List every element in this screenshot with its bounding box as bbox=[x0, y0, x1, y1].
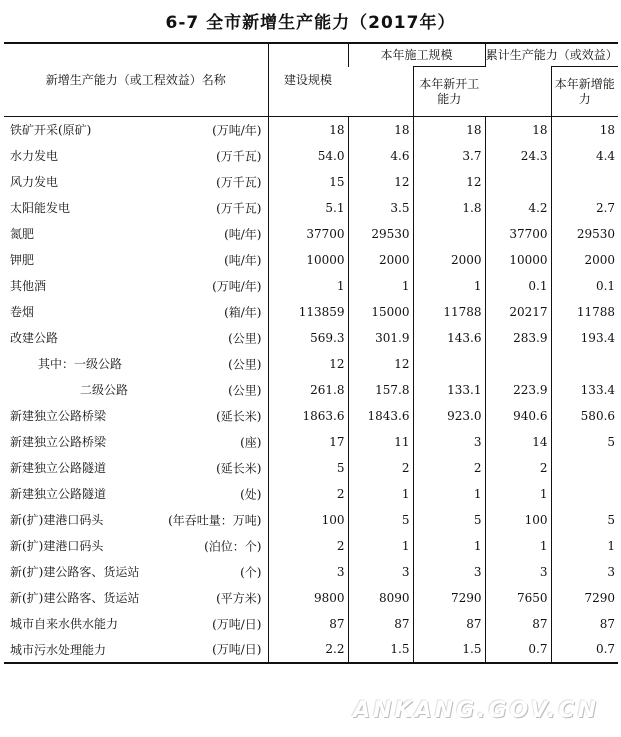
value-cell: 5 bbox=[551, 429, 618, 455]
row-name: 新建独立公路隧道 bbox=[10, 461, 107, 475]
value-cell: 133.1 bbox=[413, 377, 485, 403]
row-unit: (万千瓦) bbox=[216, 175, 262, 189]
value-cell bbox=[551, 455, 618, 481]
value-cell: 1 bbox=[268, 273, 348, 299]
value-cell: 15 bbox=[268, 169, 348, 195]
row-unit: (个) bbox=[240, 565, 262, 579]
value-cell: 4.2 bbox=[485, 195, 551, 221]
value-cell: 7650 bbox=[485, 585, 551, 611]
value-cell: 940.6 bbox=[485, 403, 551, 429]
value-cell: 18 bbox=[551, 117, 618, 143]
value-cell: 37700 bbox=[485, 221, 551, 247]
row-name: 新(扩)建港口码头 bbox=[10, 513, 104, 527]
row-name: 其中：一级公路 bbox=[38, 357, 123, 371]
value-cell bbox=[551, 481, 618, 507]
value-cell: 5 bbox=[551, 507, 618, 533]
header-scale: 建设规模 bbox=[268, 43, 348, 117]
value-cell: 3 bbox=[485, 559, 551, 585]
value-cell: 1843.6 bbox=[348, 403, 413, 429]
value-cell: 301.9 bbox=[348, 325, 413, 351]
table-row bbox=[4, 195, 618, 221]
header-new-added: 本年新增能力 bbox=[551, 67, 618, 117]
table-row bbox=[4, 611, 618, 637]
value-cell: 18 bbox=[348, 117, 413, 143]
value-cell: 17 bbox=[268, 429, 348, 455]
value-cell: 12 bbox=[268, 351, 348, 377]
row-label bbox=[4, 195, 268, 221]
value-cell: 1 bbox=[485, 481, 551, 507]
value-cell: 10000 bbox=[268, 247, 348, 273]
row-unit: (万吨/年) bbox=[212, 123, 262, 138]
row-label bbox=[4, 143, 268, 169]
row-name: 风力发电 bbox=[10, 175, 59, 189]
table-row bbox=[4, 273, 618, 299]
row-unit: (万吨/日) bbox=[212, 617, 262, 631]
table-row bbox=[4, 299, 618, 325]
value-cell: 3 bbox=[551, 559, 618, 585]
row-label bbox=[4, 481, 268, 507]
header-name: 新增生产能力（或工程效益）名称 bbox=[45, 72, 226, 87]
row-label bbox=[4, 299, 268, 325]
row-unit: (处) bbox=[240, 487, 262, 501]
value-cell: 0.1 bbox=[485, 273, 551, 299]
row-label bbox=[4, 611, 268, 637]
value-cell: 1.8 bbox=[413, 195, 485, 221]
value-cell: 87 bbox=[551, 611, 618, 637]
value-cell: 7290 bbox=[551, 585, 618, 611]
value-cell: 8090 bbox=[348, 585, 413, 611]
row-label bbox=[4, 533, 268, 559]
row-unit: (公里) bbox=[228, 383, 262, 397]
value-cell: 54.0 bbox=[268, 143, 348, 169]
row-name: 新(扩)建港口码头 bbox=[10, 539, 104, 553]
row-name: 新建独立公路桥梁 bbox=[10, 409, 107, 423]
value-cell: 87 bbox=[413, 611, 485, 637]
value-cell: 29530 bbox=[551, 221, 618, 247]
value-cell: 5 bbox=[348, 507, 413, 533]
table-row bbox=[4, 247, 618, 273]
value-cell: 133.4 bbox=[551, 377, 618, 403]
row-unit: (万吨/日) bbox=[212, 642, 262, 657]
row-name: 氮肥 bbox=[10, 227, 35, 241]
value-cell: 20217 bbox=[485, 299, 551, 325]
row-unit: (年吞吐量：万吨) bbox=[168, 513, 262, 527]
table-row bbox=[4, 325, 618, 351]
value-cell: 11788 bbox=[551, 299, 618, 325]
row-label bbox=[4, 455, 268, 481]
page-title: 6-7 全市新增生产能力（2017年） bbox=[165, 13, 456, 33]
value-cell: 10000 bbox=[485, 247, 551, 273]
value-cell: 14 bbox=[485, 429, 551, 455]
value-cell: 2 bbox=[485, 455, 551, 481]
value-cell: 5 bbox=[413, 507, 485, 533]
value-cell: 1 bbox=[413, 273, 485, 299]
value-cell: 3.5 bbox=[348, 195, 413, 221]
value-cell: 1863.6 bbox=[268, 403, 348, 429]
row-unit: (公里) bbox=[228, 357, 262, 371]
value-cell: 87 bbox=[485, 611, 551, 637]
value-cell: 1.5 bbox=[348, 637, 413, 663]
row-label bbox=[4, 507, 268, 533]
value-cell bbox=[413, 221, 485, 247]
table-row bbox=[4, 585, 618, 611]
value-cell: 100 bbox=[268, 507, 348, 533]
value-cell: 283.9 bbox=[485, 325, 551, 351]
row-name: 新(扩)建公路客、货运站 bbox=[10, 565, 140, 579]
value-cell: 143.6 bbox=[413, 325, 485, 351]
value-cell: 24.3 bbox=[485, 143, 551, 169]
row-label bbox=[4, 247, 268, 273]
value-cell: 157.8 bbox=[348, 377, 413, 403]
row-label bbox=[4, 429, 268, 455]
row-label bbox=[4, 221, 268, 247]
table-row bbox=[4, 455, 618, 481]
value-cell: 569.3 bbox=[268, 325, 348, 351]
table-row bbox=[4, 221, 618, 247]
value-cell: 18 bbox=[413, 117, 485, 143]
row-label bbox=[4, 585, 268, 611]
table-row bbox=[4, 637, 618, 663]
value-cell: 5.1 bbox=[268, 195, 348, 221]
table-row bbox=[4, 429, 618, 455]
value-cell: 0.1 bbox=[551, 273, 618, 299]
value-cell: 0.7 bbox=[485, 637, 551, 663]
value-cell: 3 bbox=[348, 559, 413, 585]
value-cell: 223.9 bbox=[485, 377, 551, 403]
row-name: 新(扩)建公路客、货运站 bbox=[10, 591, 140, 605]
header-cumulative: 累计生产能力（或效益） bbox=[485, 43, 618, 67]
row-name: 太阳能发电 bbox=[10, 201, 71, 215]
value-cell: 29530 bbox=[348, 221, 413, 247]
row-label bbox=[4, 403, 268, 429]
row-label bbox=[4, 377, 268, 403]
row-label bbox=[4, 273, 268, 299]
value-cell: 193.4 bbox=[551, 325, 618, 351]
value-cell: 12 bbox=[348, 351, 413, 377]
table-row bbox=[4, 143, 618, 169]
value-cell bbox=[413, 351, 485, 377]
row-name: 卷烟 bbox=[10, 305, 35, 319]
value-cell: 261.8 bbox=[268, 377, 348, 403]
watermark-text: ANKANG.GOV.CN bbox=[353, 698, 599, 723]
value-cell bbox=[551, 351, 618, 377]
row-label bbox=[4, 351, 268, 377]
value-cell: 2 bbox=[268, 533, 348, 559]
table-row bbox=[4, 351, 618, 377]
value-cell: 3.7 bbox=[413, 143, 485, 169]
row-unit: (泊位：个) bbox=[204, 539, 262, 553]
value-cell: 1 bbox=[348, 481, 413, 507]
table-row bbox=[4, 533, 618, 559]
row-label bbox=[4, 325, 268, 351]
value-cell: 580.6 bbox=[551, 403, 618, 429]
row-name: 城市污水处理能力 bbox=[10, 642, 107, 657]
value-cell: 11 bbox=[348, 429, 413, 455]
table-row bbox=[4, 481, 618, 507]
row-name: 钾肥 bbox=[10, 253, 35, 267]
value-cell: 4.4 bbox=[551, 143, 618, 169]
table-body bbox=[4, 117, 618, 663]
value-cell: 0.7 bbox=[551, 637, 618, 663]
value-cell: 3 bbox=[413, 429, 485, 455]
value-cell: 2 bbox=[348, 455, 413, 481]
value-cell: 3 bbox=[268, 559, 348, 585]
value-cell: 100 bbox=[485, 507, 551, 533]
row-unit: (万千瓦) bbox=[216, 201, 262, 215]
row-label bbox=[4, 117, 268, 143]
row-unit: (公里) bbox=[228, 331, 262, 345]
row-label bbox=[4, 169, 268, 195]
value-cell bbox=[551, 169, 618, 195]
value-cell: 15000 bbox=[348, 299, 413, 325]
value-cell: 12 bbox=[348, 169, 413, 195]
table-row bbox=[4, 169, 618, 195]
row-name: 其他酒 bbox=[10, 279, 47, 293]
value-cell bbox=[485, 351, 551, 377]
value-cell: 18 bbox=[485, 117, 551, 143]
value-cell: 2 bbox=[268, 481, 348, 507]
header-under-construction: 本年施工规模 bbox=[348, 43, 485, 67]
value-cell: 9800 bbox=[268, 585, 348, 611]
row-name: 新建独立公路桥梁 bbox=[10, 435, 107, 449]
value-cell: 4.6 bbox=[348, 143, 413, 169]
row-name: 二级公路 bbox=[80, 383, 129, 397]
row-unit: (延长米) bbox=[216, 461, 262, 475]
value-cell: 12 bbox=[413, 169, 485, 195]
value-cell: 2000 bbox=[348, 247, 413, 273]
value-cell: 2.2 bbox=[268, 637, 348, 663]
value-cell: 1 bbox=[348, 533, 413, 559]
value-cell: 1 bbox=[413, 533, 485, 559]
value-cell: 923.0 bbox=[413, 403, 485, 429]
row-label bbox=[4, 637, 268, 663]
value-cell: 1.5 bbox=[413, 637, 485, 663]
value-cell: 1 bbox=[551, 533, 618, 559]
value-cell: 11788 bbox=[413, 299, 485, 325]
value-cell: 18 bbox=[268, 117, 348, 143]
row-unit: (吨/年) bbox=[224, 227, 262, 241]
value-cell: 2000 bbox=[551, 247, 618, 273]
row-name: 新建独立公路隧道 bbox=[10, 487, 107, 501]
table-row bbox=[4, 117, 618, 143]
value-cell: 5 bbox=[268, 455, 348, 481]
value-cell: 7290 bbox=[413, 585, 485, 611]
table-row bbox=[4, 507, 618, 533]
row-unit: (吨/年) bbox=[224, 253, 262, 267]
value-cell: 113859 bbox=[268, 299, 348, 325]
header-new-started: 本年新开工能力 bbox=[413, 67, 485, 117]
row-name: 改建公路 bbox=[10, 331, 59, 345]
row-unit: (万吨/年) bbox=[212, 279, 262, 293]
value-cell: 1 bbox=[348, 273, 413, 299]
value-cell: 37700 bbox=[268, 221, 348, 247]
value-cell: 1 bbox=[413, 481, 485, 507]
row-unit: (箱/年) bbox=[224, 305, 262, 319]
value-cell: 3 bbox=[413, 559, 485, 585]
value-cell: 1 bbox=[485, 533, 551, 559]
row-unit: (延长米) bbox=[216, 409, 262, 423]
row-name: 铁矿开采(原矿) bbox=[10, 123, 92, 138]
row-name: 水力发电 bbox=[10, 149, 59, 163]
value-cell bbox=[485, 169, 551, 195]
value-cell: 2.7 bbox=[551, 195, 618, 221]
row-name: 城市自来水供水能力 bbox=[10, 617, 119, 631]
row-unit: (平方米) bbox=[216, 591, 262, 605]
value-cell: 87 bbox=[348, 611, 413, 637]
row-unit: (万千瓦) bbox=[216, 149, 262, 163]
value-cell: 2 bbox=[413, 455, 485, 481]
table-row bbox=[4, 377, 618, 403]
value-cell: 87 bbox=[268, 611, 348, 637]
capacity-table bbox=[4, 42, 618, 664]
row-unit: (座) bbox=[240, 435, 262, 449]
row-label bbox=[4, 559, 268, 585]
table-row bbox=[4, 559, 618, 585]
table-row bbox=[4, 403, 618, 429]
value-cell: 2000 bbox=[413, 247, 485, 273]
